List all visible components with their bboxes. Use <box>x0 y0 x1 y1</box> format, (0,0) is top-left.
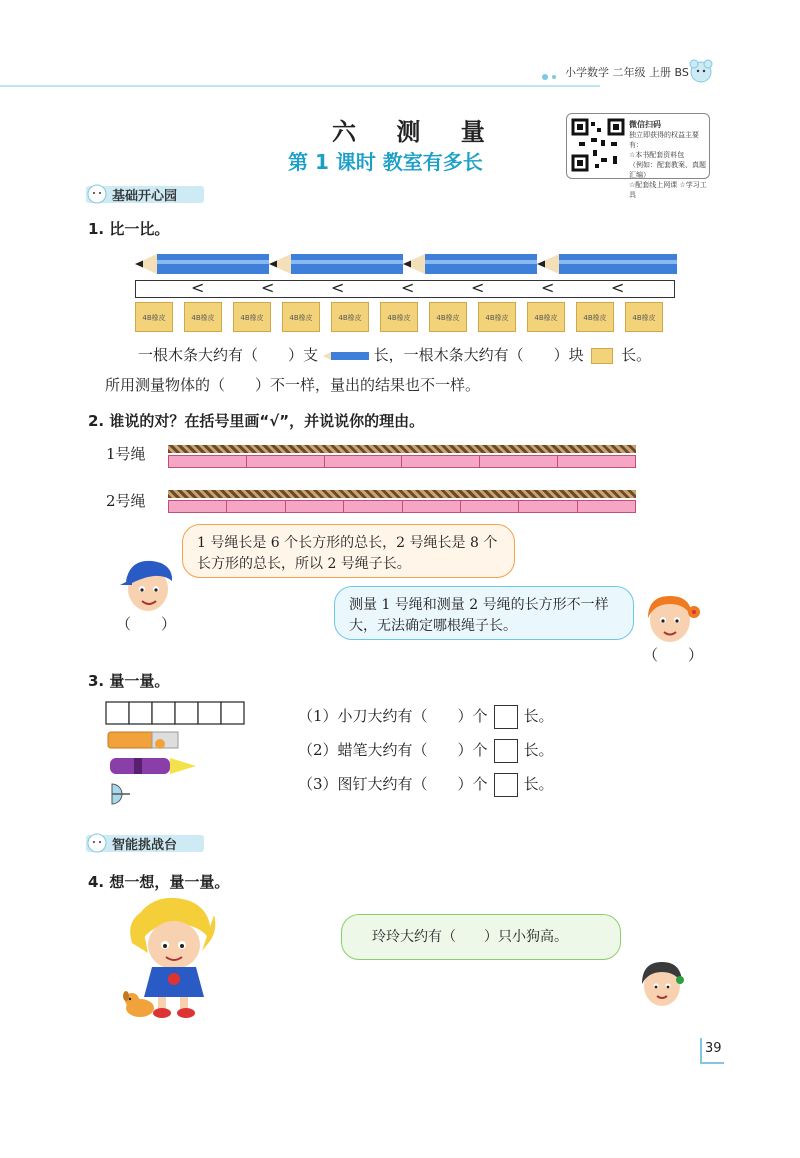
rectangle-segment <box>461 501 519 512</box>
unit-square-icon <box>494 739 518 763</box>
rope2-rectangles <box>168 500 636 513</box>
eraser-icon: 4B橡皮 <box>233 302 271 332</box>
section-title: 基础开心园 <box>112 189 178 204</box>
q1-sentence1-part: 一根木条大约有（ ）支 <box>138 346 319 364</box>
rope2-label: 2号绳 <box>106 492 146 510</box>
crayon-icon <box>110 758 196 774</box>
eraser-icon: 4B橡皮 <box>331 302 369 332</box>
rope1-rectangles <box>168 455 636 468</box>
q3-item-text: 长。 <box>523 775 554 793</box>
rectangle-segment <box>403 501 461 512</box>
compare-symbol: < <box>331 278 345 297</box>
rectangle-segment <box>286 501 344 512</box>
q3-item-text: 长。 <box>523 741 554 759</box>
rectangle-segment <box>169 456 247 467</box>
q3-item-2 <box>298 739 554 763</box>
page-number: 39 <box>705 1041 722 1056</box>
rectangle-segment <box>519 501 577 512</box>
q3-item-text: （2）蜡笔大约有（ ）个 <box>298 741 488 759</box>
compare-symbol: < <box>401 278 415 297</box>
q3-item-3 <box>298 773 554 797</box>
puppy-icon <box>122 990 158 1020</box>
rope1-label: 1号绳 <box>106 445 146 463</box>
qr-code-icon[interactable] <box>571 118 625 172</box>
q1-sentence1-part: 长，一根木条大约有（ ）块 <box>373 346 584 364</box>
q2-title: 2. 谁说的对？在括号里画“√”，并说说你的理由。 <box>88 412 425 430</box>
section-banner-basic <box>86 183 206 205</box>
pencil-icon <box>269 254 403 274</box>
chapter-title: 六 测 量 <box>332 117 501 146</box>
pencil-row <box>135 250 680 278</box>
rectangle-segment <box>480 456 558 467</box>
compare-symbol: < <box>261 278 275 297</box>
lesson-title: 第 1 课时 教室有多长 <box>288 150 483 174</box>
header-bar <box>0 64 800 90</box>
q3-title: 3. 量一量。 <box>88 672 170 690</box>
girl-icon <box>640 590 702 648</box>
eraser-icon <box>591 348 613 364</box>
measure-figures <box>104 700 249 808</box>
rectangle-segment <box>325 456 403 467</box>
eraser-icon: 4B橡皮 <box>478 302 516 332</box>
rope-1 <box>168 445 636 453</box>
section-banner-challenge <box>86 832 206 854</box>
eraser-row <box>135 302 680 332</box>
q3-item-text: 长。 <box>523 707 554 725</box>
rectangle-segment <box>227 501 285 512</box>
unit-square-icon <box>494 705 518 729</box>
pencil-icon <box>403 254 537 274</box>
compare-symbol: < <box>611 278 625 297</box>
girl-speech-bubble: 测量 1 号绳和测量 2 号绳的长方形不一样大，无法确定哪根绳子长。 <box>334 586 634 640</box>
girl-with-hat-icon <box>634 956 690 1012</box>
pencil-icon <box>323 351 369 361</box>
q1-sentence1-part: 长。 <box>621 346 652 364</box>
boy-answer-blank[interactable]: （ ） <box>116 615 177 633</box>
q3-item-1 <box>298 705 554 729</box>
eraser-icon: 4B橡皮 <box>429 302 467 332</box>
q3-item-text: （3）图钉大约有（ ）个 <box>298 775 488 793</box>
unit-square-icon <box>494 773 518 797</box>
pencil-icon <box>135 254 269 274</box>
pushpin-icon <box>112 784 130 804</box>
rope-2 <box>168 490 636 498</box>
boy-icon <box>118 555 178 613</box>
unit-square-grid <box>106 702 244 724</box>
rectangle-segment <box>169 501 227 512</box>
qr-line: 独立即获得的权益主要有： <box>629 131 699 149</box>
girl-answer-blank[interactable]: （ ） <box>643 646 704 664</box>
boy-speech-bubble: 1 号绳长是 6 个长方形的总长，2 号绳长是 8 个长方形的总长，所以 2 号绳子长。 <box>182 524 515 578</box>
rectangle-segment <box>247 456 325 467</box>
q1-sentence1 <box>138 344 651 365</box>
eraser-icon: 4B橡皮 <box>135 302 173 332</box>
q1-title: 1. 比一比。 <box>88 220 170 238</box>
rectangle-segment <box>558 456 635 467</box>
bear-icon <box>688 58 714 84</box>
qr-line: （例如：配套教案、真题汇编） <box>629 161 706 179</box>
q4-title: 4. 想一想，量一量。 <box>88 873 230 891</box>
compare-symbol: < <box>541 278 555 297</box>
rectangle-segment <box>402 456 480 467</box>
wooden-strip <box>135 280 675 298</box>
pencil-icon <box>537 254 677 274</box>
qr-block <box>566 113 710 199</box>
rectangle-segment <box>578 501 635 512</box>
eraser-icon: 4B橡皮 <box>380 302 418 332</box>
page-number-frame <box>700 1038 724 1064</box>
subject-label: 小学数学 二年级 上册 BS <box>565 66 689 79</box>
compare-symbol: < <box>471 278 485 297</box>
q1-sentence2: 所用测量物体的（ ）不一样，量出的结果也不一样。 <box>105 376 481 394</box>
qr-line: ☆配套线上网课 ☆学习工具 <box>629 181 707 199</box>
qr-title: 微信扫码 <box>629 120 661 129</box>
compare-symbol: < <box>191 278 205 297</box>
section-title: 智能挑战台 <box>112 838 178 853</box>
rectangle-segment <box>344 501 402 512</box>
eraser-icon: 4B橡皮 <box>527 302 565 332</box>
knife-icon <box>108 732 178 749</box>
q3-item-text: （1）小刀大约有（ ）个 <box>298 707 488 725</box>
eraser-icon: 4B橡皮 <box>625 302 663 332</box>
q4-speech-bubble: 玲玲大约有（ ）只小狗高。 <box>341 914 621 960</box>
eraser-icon: 4B橡皮 <box>184 302 222 332</box>
qr-line: ☆本书配套资料包 <box>629 151 685 159</box>
eraser-icon: 4B橡皮 <box>576 302 614 332</box>
eraser-icon: 4B橡皮 <box>282 302 320 332</box>
